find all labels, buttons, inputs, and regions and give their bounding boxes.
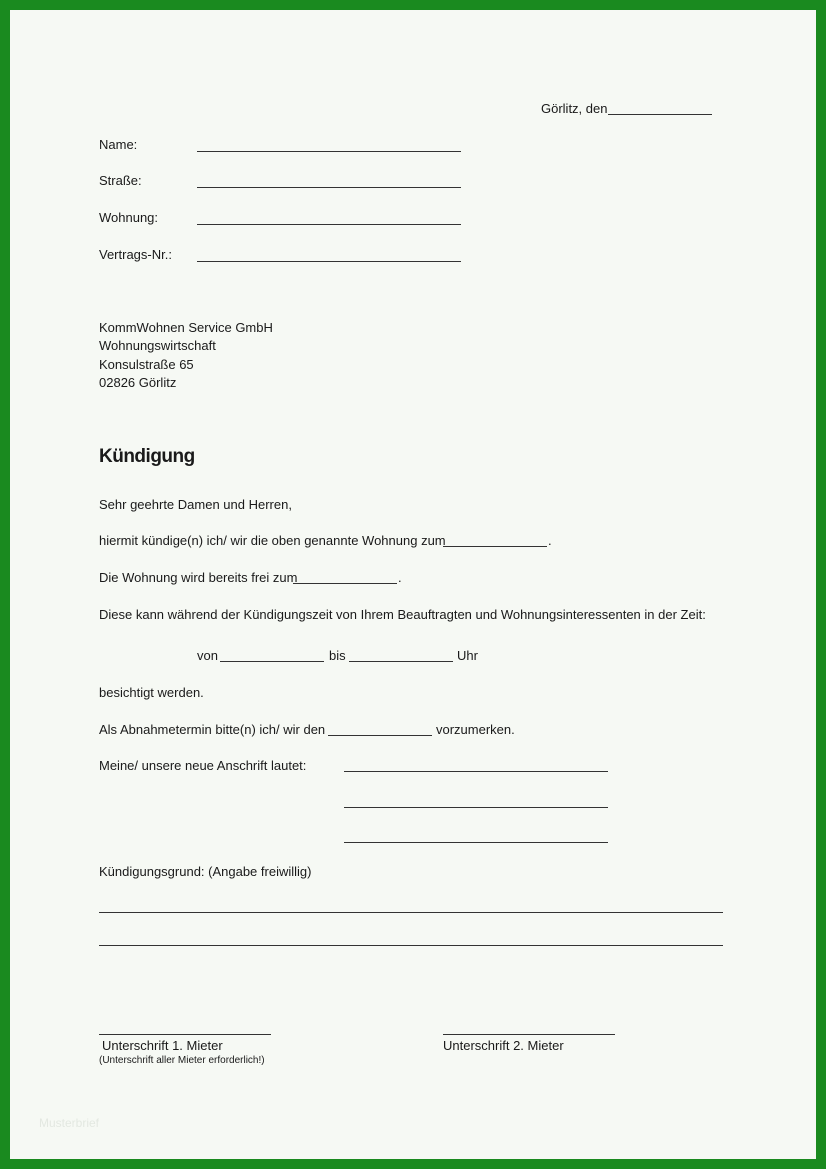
viewing-text: Diese kann während der Kündigungszeit von Ihrem Beauftragten und Wohnungsinteressenten in der Zeit: <box>99 607 706 622</box>
recipient-street: Konsulstraße 65 <box>99 357 194 372</box>
new-address-label: Meine/ unsere neue Anschrift lautet: <box>99 758 307 773</box>
clock-label: Uhr <box>457 648 478 663</box>
document-title: Kündigung <box>99 446 195 467</box>
vacant-date-line <box>293 583 397 584</box>
watermark: Musterbrief <box>39 1116 100 1130</box>
vacant-date-period: . <box>398 570 402 585</box>
signature-line-2 <box>443 1034 615 1035</box>
recipient-city: 02826 Görlitz <box>99 375 177 390</box>
name-line <box>197 151 461 152</box>
reason-line-2 <box>99 945 723 946</box>
handover-text: Als Abnahmetermin bitte(n) ich/ wir den <box>99 722 326 737</box>
termination-date-text: hiermit kündige(n) ich/ wir die oben genannte Wohnung zum <box>99 533 446 548</box>
date-line <box>608 114 712 115</box>
from-time-line <box>220 661 324 662</box>
to-label: bis <box>329 648 346 663</box>
new-address-line-1 <box>344 771 608 772</box>
reason-label: Kündigungsgrund: (Angabe freiwillig) <box>99 864 312 879</box>
termination-date-period: . <box>548 533 552 548</box>
apartment-line <box>197 224 461 225</box>
handover-text-end: vorzumerken. <box>436 722 515 737</box>
street-line <box>197 187 461 188</box>
signature-note: (Unterschrift aller Mieter erforderlich!) <box>99 1055 265 1066</box>
from-label: von <box>197 648 218 663</box>
viewed-text: besichtigt werden. <box>99 685 204 700</box>
handover-date-line <box>328 735 432 736</box>
apartment-label: Wohnung: <box>99 210 159 225</box>
to-time-line <box>349 661 453 662</box>
contract-line <box>197 261 461 262</box>
recipient-company: KommWohnen Service GmbH <box>99 320 273 335</box>
name-label: Name: <box>99 137 138 152</box>
document-page <box>10 10 816 1159</box>
signature-label-2: Unterschrift 2. Mieter <box>443 1038 564 1053</box>
reason-line-1 <box>99 912 723 913</box>
recipient-department: Wohnungswirtschaft <box>99 338 216 353</box>
salutation: Sehr geehrte Damen und Herren, <box>99 497 292 512</box>
contract-label: Vertrags-Nr.: <box>99 247 172 262</box>
signature-label-1: Unterschrift 1. Mieter <box>102 1038 223 1053</box>
new-address-line-2 <box>344 807 608 808</box>
vacant-date-text: Die Wohnung wird bereits frei zum <box>99 570 298 585</box>
new-address-line-3 <box>344 842 608 843</box>
termination-date-line <box>443 546 547 547</box>
place-date-label: Görlitz, den <box>541 101 608 116</box>
signature-line-1 <box>99 1034 271 1035</box>
street-label: Straße: <box>99 173 142 188</box>
